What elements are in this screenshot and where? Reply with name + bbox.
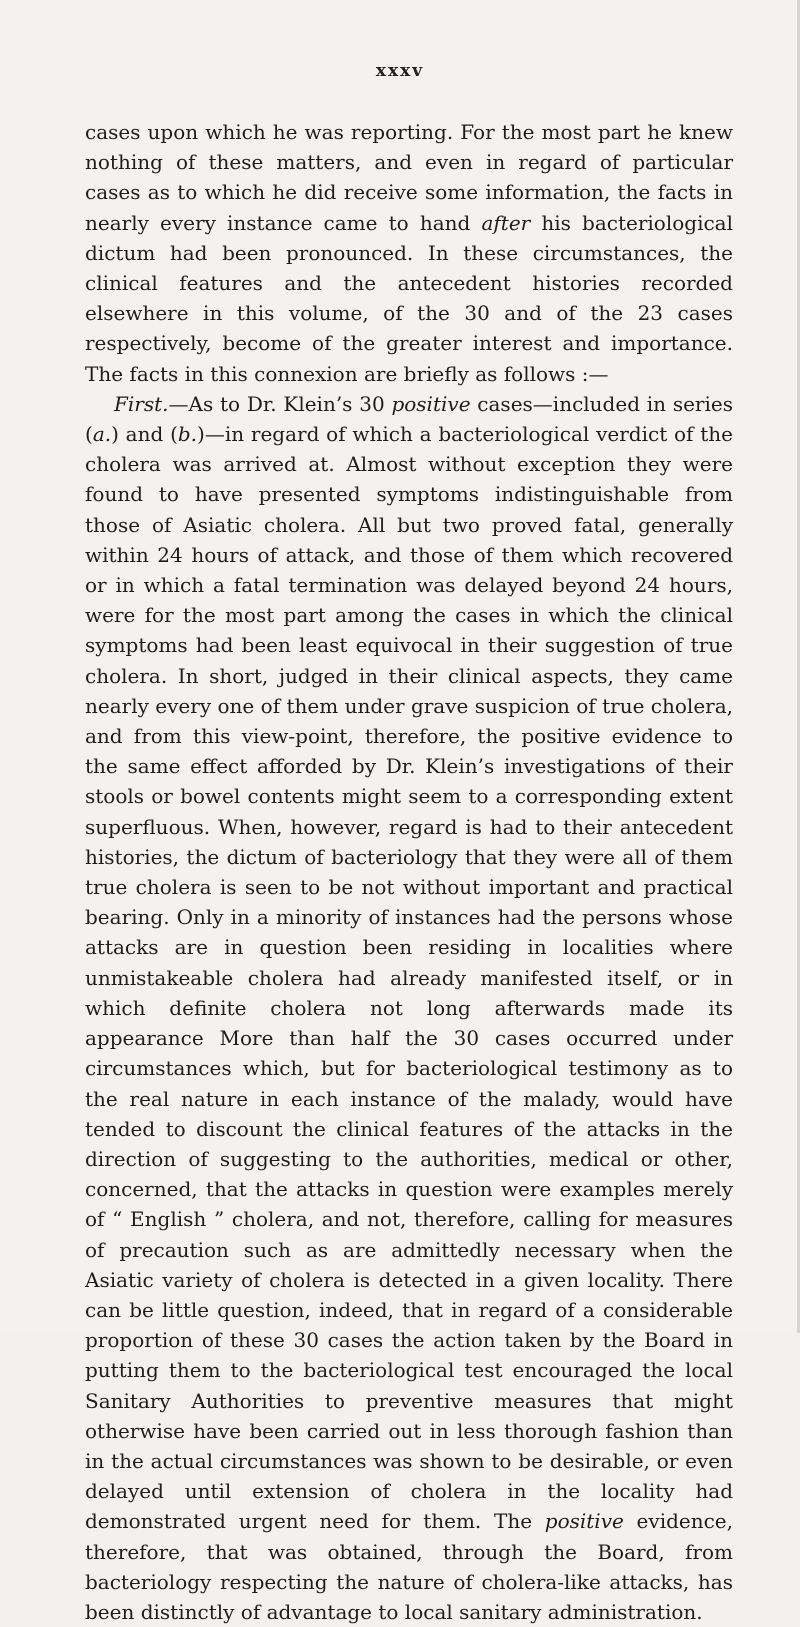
paragraph-1 [85, 117, 733, 389]
italic-text: b. [177, 422, 198, 447]
italic-text: positive [544, 1509, 624, 1534]
italic-text: a. [92, 422, 112, 447]
text-run: his bacteriological dictum had been pronounced. In these circumstances, the clinical features and the antecedent histories recorded elsewhere in this volume, of the 30 and of the 23 cases respectively, become of the greater interest and importance. The facts in this connexion are briefly as follows :— [85, 210, 733, 386]
document-body [85, 117, 733, 1627]
paragraph-2 [85, 389, 733, 1627]
italic-text: after [481, 210, 531, 235]
text-run: cases—included in series ( [85, 391, 733, 447]
text-run: ) and ( [111, 422, 178, 447]
text-run: evidence, therefore, that was obtained, through the Board, from bacteriology respecting the nature of cholera-like attacks, has been distinctly of advantage to local sanitary administration. [85, 1509, 734, 1624]
text-run: —As to Dr. Klein’s 30 [168, 391, 392, 416]
text-run: )—in regard of which a bacteriological verdict of the cholera was arrived at. Almost without exception they were found to have presented symptoms indistinguishable from those of Asiatic cholera. All but two proved fatal, generally within 24 hours of attack, and those of them which recovered or in which a fatal termination was delayed beyond 24 hours, were for the most part among the cases in which the clinical symptoms had been least equivocal in their suggestion of true cholera. In short, judged in their clinical aspects, they came nearly every one of them under grave suspicion of true cholera, and from this view-point, therefore, the positive evidence to the same effect afforded by Dr. Klein’s investigations of their stools or bowel contents might seem to a corresponding extent superfluous. When, however, regard is had to their antecedent histories, the dictum of bacteriology that they were all of them true cholera is seen to be not without important and practical bearing. Only in a minority of instances had the persons whose attacks are in question been residing in localities where unmistakeable cholera had already manifested itself, or in which definite cholera not long afterwards made its appearance More than half the 30 cases occurred under circumstances which, but for bacteriological testimony as to the real nature in each instance of the malady, would have tended to discount the clinical features of the attacks in the direction of suggesting to the authorities, medical or other, concerned, that the attacks in question were examples merely of “ English ” cholera, and not, therefore, calling for measures of precaution such as are admittedly necessary when the Asiatic variety of cholera is detected in a given locality. There can be little question, indeed, that in regard of a considerable proportion of these 30 cases the action taken by the Board in putting them to the bacteriological test encouraged the local Sanitary Authorities to preventive measures that might otherwise have been carried out in less thorough fashion than in the actual circumstances was shown to be desirable, or even delayed until extension of cholera in the locality had demonstrated urgent need for them. The [85, 422, 733, 1534]
italic-text: First. [114, 391, 169, 416]
italic-text: positive [391, 391, 471, 416]
text-run: cases upon which he was reporting. For the most part he knew nothing of these matters, and even in regard of particular cases as to which he did receive some information, the facts in nearly every instance came to hand [85, 120, 733, 235]
page-number: xxxv [375, 61, 425, 81]
